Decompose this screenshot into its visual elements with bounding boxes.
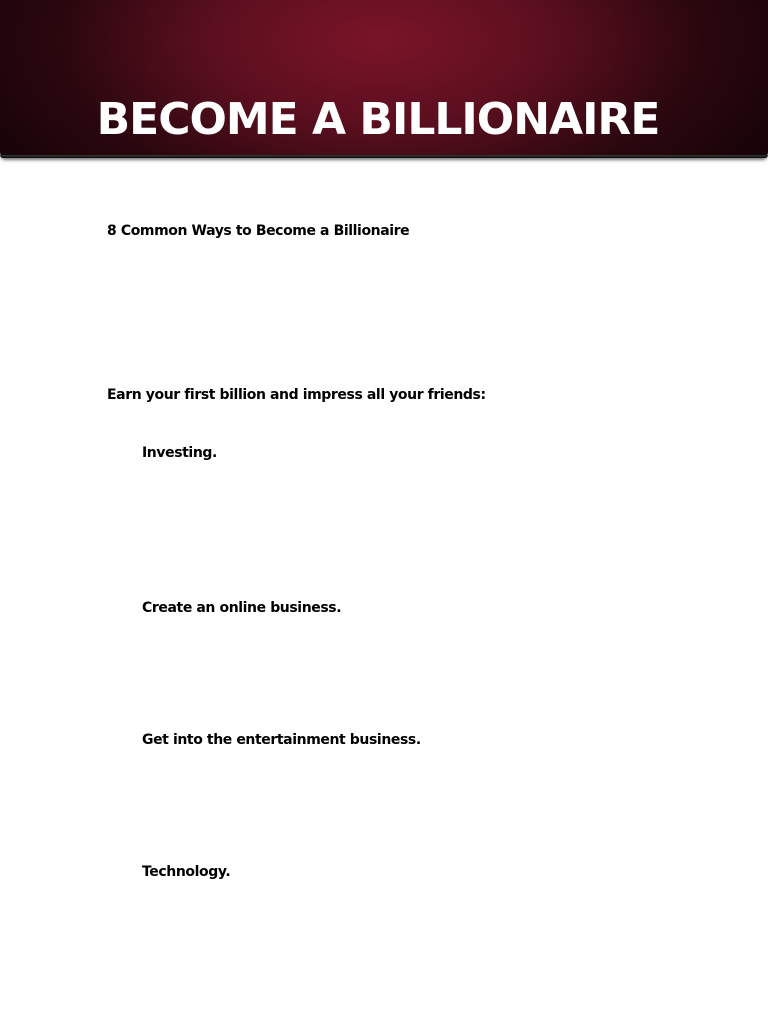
list-item: Technology.: [142, 864, 231, 880]
page-title: BECOME A BILLIONAIRE: [96, 94, 660, 145]
list-item: Investing.: [142, 445, 217, 461]
document-subtitle: 8 Common Ways to Become a Billionaire: [107, 223, 410, 239]
intro-text: Earn your first billion and impress all your friends:: [107, 387, 486, 403]
header-banner: [0, 0, 768, 158]
list-item: Get into the entertainment business.: [142, 732, 421, 748]
list-item: Create an online business.: [142, 600, 342, 616]
